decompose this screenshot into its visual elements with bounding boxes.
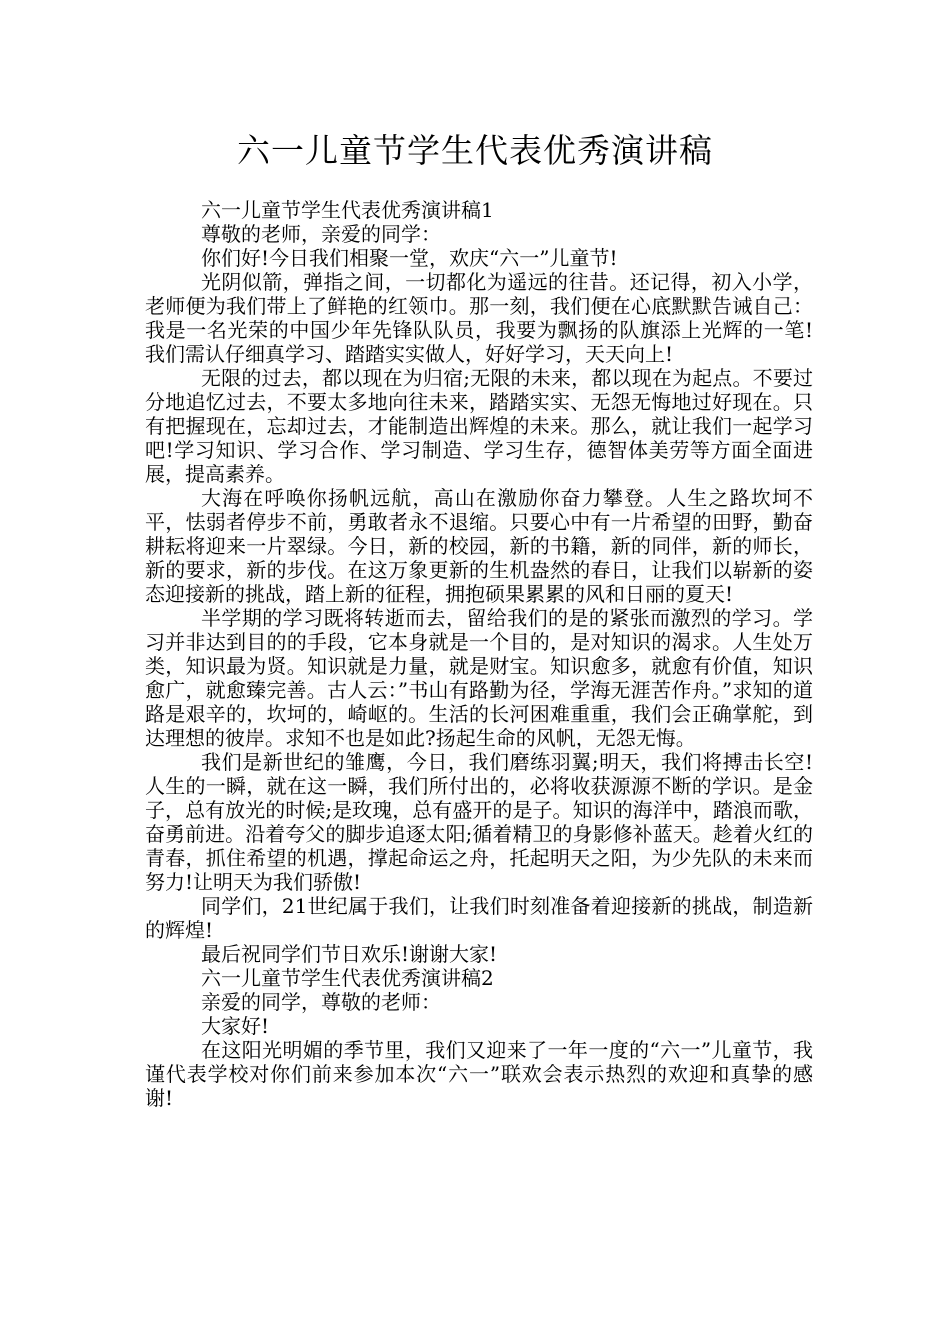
paragraph-body: 半学期的学习既将转逝而去，留给我们的是的紧张而激烈的学习。学习并非达到目的的手段，它本身就是一个目的，是对知识的渴求。人生处万类，知识最为贤。知识就是力量，就是财宝。知识愈多，就愈有价值，知识愈广，就愈臻完善。古人云：”书山有路勤为径，学海无涯苦作舟。”求知的道路是艰辛的，坎坷的，崎岖的。生活的长河困难重重，我们会正确掌舵，到达理想的彼岸。求知不也是如此?扬起生命的风帆，无怨无悔。 <box>145 606 813 750</box>
document-body <box>145 198 813 1110</box>
paragraph-closing: 最后祝同学们节日欢乐!谢谢大家! <box>201 942 498 966</box>
paragraph-body: 无限的过去，都以现在为归宿;无限的未来，都以现在为起点。不要过分地追忆过去，不要太多地向往未来，踏踏实实、无怨无悔地过好现在。只有把握现在，忘却过去，才能制造出辉煌的未来。那么，就让我们一起学习吧!学习知识、学习合作、学习制造、学习生存，德智体美劳等方面全面进展，提高素养。 <box>145 366 813 486</box>
paragraph-greeting: 你们好!今日我们相聚一堂，欢庆“六一”儿童节! <box>201 246 618 270</box>
paragraph-salutation: 尊敬的老师，亲爱的同学： <box>201 222 441 246</box>
paragraph-body: 我们是新世纪的雏鹰，今日，我们磨练羽翼;明天，我们将搏击长空!人生的一瞬，就在这一瞬，我们所付出的，必将收获源源不断的学识。是金子，总有放光的时候;是玫瑰，总有盛开的是子。知识的海洋中，踏浪而歌，奋勇前进。沿着夸父的脚步追逐太阳;循着精卫的身影修补蓝天。趁着火红的青春，抓住希望的机遇，撑起命运之舟，托起明天之阳，为少先队的未来而努力!让明天为我们骄傲! <box>145 750 813 894</box>
paragraph-body: 在这阳光明媚的季节里，我们又迎来了一年一度的“六一”儿童节，我谨代表学校对你们前来参加本次“六一”联欢会表示热烈的欢迎和真挚的感谢! <box>145 1038 813 1110</box>
paragraph-body: 光阴似箭，弹指之间，一切都化为遥远的往昔。还记得，初入小学，老师便为我们带上了鲜艳的红领巾。那一刻，我们便在心底默默告诫自己：我是一名光荣的中国少年先锋队队员，我要为飘扬的队旗添上光辉的一笔!我们需认仔细真学习、踏踏实实做人，好好学习，天天向上! <box>145 270 813 366</box>
paragraph-body: 同学们，21世纪属于我们，让我们时刻准备着迎接新的挑战，制造新的辉煌! <box>145 894 813 942</box>
paragraph-speech-1-heading: 六一儿童节学生代表优秀演讲稿1 <box>201 198 494 222</box>
paragraph-speech-2-heading: 六一儿童节学生代表优秀演讲稿2 <box>201 966 494 990</box>
paragraph-salutation: 亲爱的同学，尊敬的老师： <box>201 990 441 1014</box>
paragraph-body: 大海在呼唤你扬帆远航，高山在激励你奋力攀登。人生之路坎坷不平，怯弱者停步不前，勇敢者永不退缩。只要心中有一片希望的田野，勤奋耕耘将迎来一片翠绿。今日，新的校园，新的书籍，新的同伴，新的师长，新的要求，新的步伐。在这万象更新的生机盎然的春日，让我们以崭新的姿态迎接新的挑战，踏上新的征程，拥抱硕果累累的风和日丽的夏天! <box>145 486 813 606</box>
paragraph-greeting: 大家好! <box>201 1014 270 1038</box>
document-title: 六一儿童节学生代表优秀演讲稿 <box>237 131 713 170</box>
